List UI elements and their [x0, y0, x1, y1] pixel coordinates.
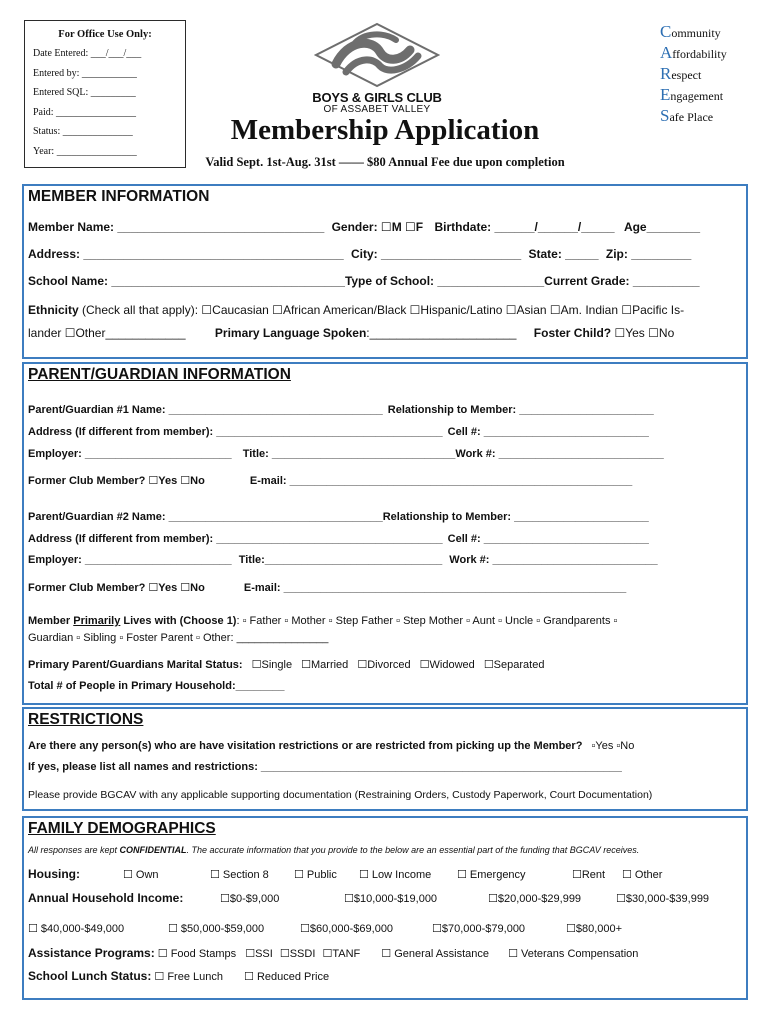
club-logo	[296, 22, 458, 114]
family-intro: All responses are kept CONFIDENTIAL. The accurate information that you provide to the below are an essential part of the funding that BGCAV receives.	[28, 845, 640, 855]
family-demographics-section	[22, 816, 748, 1000]
parent1-name-field[interactable]: Parent/Guardian #1 Name: ___________________________________	[28, 404, 383, 416]
housing-label: Housing:	[28, 867, 80, 881]
parent1-employer-field[interactable]: Employer: ________________________	[28, 448, 232, 460]
restrictions-section	[22, 707, 748, 811]
gender-field[interactable]: Gender: ☐M ☐F	[331, 220, 424, 234]
parent1-address-field[interactable]: Address (If different from member): _____________________________________	[28, 426, 443, 438]
assistance-food-stamps[interactable]: ☐ Food Stamps	[157, 948, 237, 960]
member-row-address	[28, 247, 691, 261]
parent1-row-employer	[28, 448, 664, 460]
member-row-ethnicity[interactable]: Ethnicity (Check all that apply): ☐Caucasian ☐African American/Black ☐Hispanic/Latino ☐Asian ☐Am. Indian ☐Pacific Is-	[28, 303, 685, 317]
parent1-former-member[interactable]: Former Club Member? ☐Yes ☐No	[28, 475, 205, 487]
parent2-cell-field[interactable]: Cell #: ___________________________	[447, 533, 649, 545]
family-title: FAMILY DEMOGRAPHICS	[28, 820, 216, 837]
assistance-row	[28, 946, 638, 960]
lunch-free[interactable]: ☐ Free Lunch	[154, 971, 223, 983]
parent1-cell-field[interactable]: Cell #: ___________________________	[447, 426, 649, 438]
school-lunch-label: School Lunch Status:	[28, 969, 152, 983]
club-logo-icon	[314, 22, 440, 88]
current-grade-field[interactable]: Current Grade: __________	[544, 274, 700, 288]
page-title: Membership Application	[230, 114, 540, 146]
birthdate-field[interactable]: Birthdate: ______/______/_____	[434, 220, 615, 234]
member-row-school	[28, 274, 700, 288]
office-entered-sql[interactable]: Entered SQL: _________	[33, 87, 136, 99]
member-row-language	[28, 326, 674, 340]
member-name-field[interactable]: Member Name: _______________________________	[28, 220, 325, 234]
lunch-reduced[interactable]: ☐ Reduced Price	[244, 971, 330, 983]
restrictions-title: RESTRICTIONS	[28, 711, 144, 728]
housing-own[interactable]: ☐ Own	[123, 869, 159, 881]
other-ethnicity-field[interactable]: lander ☐Other____________	[28, 326, 186, 340]
restrictions-note: Please provide BGCAV with any applicable supporting documentation (Restraining Orders, Custody Paperwork, Court Documentation)	[28, 789, 653, 801]
parent2-email-field[interactable]: E-mail: ________________________________________________________	[243, 582, 627, 594]
school-lunch-row	[28, 969, 329, 983]
housing-emergency[interactable]: ☐ Emergency	[457, 869, 526, 881]
office-year[interactable]: Year: ________________	[33, 145, 137, 157]
parent-guardian-section	[22, 362, 748, 705]
logo-name: BOYS & GIRLS CLUB	[312, 90, 442, 105]
parent2-row-name	[28, 511, 649, 523]
member-information-section	[22, 184, 748, 359]
parent1-row-name	[28, 404, 654, 416]
lives-with-row-2[interactable]: Guardian ▫ Sibling ▫ Foster Parent ▫ Other: _______________	[28, 632, 329, 644]
restrictions-list-field[interactable]: If yes, please list all names and restrictions: ___________________________________________________________	[28, 761, 622, 773]
income-70000-79000[interactable]: ☐$70,000-$79,000	[432, 923, 526, 935]
housing-low-income[interactable]: ☐ Low Income	[359, 869, 432, 881]
school-type-field[interactable]: Type of School: ________________	[344, 274, 545, 288]
office-status[interactable]: Status: ______________	[33, 126, 133, 138]
parent1-email-field[interactable]: E-mail: ________________________________________________________	[249, 475, 633, 487]
care-community: Community	[660, 22, 721, 41]
parent-section-title: PARENT/GUARDIAN INFORMATION	[28, 366, 291, 383]
care-safe-place: Safe Place	[660, 106, 714, 125]
parent2-row-employer	[28, 554, 658, 566]
assistance-ssi[interactable]: ☐SSI	[245, 948, 273, 960]
assistance-ssdi[interactable]: ☐SSDI	[279, 948, 316, 960]
parent2-relationship-field[interactable]: Relationship to Member: ______________________	[382, 511, 649, 523]
income-row-2	[28, 922, 622, 935]
office-use-title: For Office Use Only:	[58, 29, 152, 40]
care-engagement: Engagement	[660, 85, 724, 104]
parent1-row-email	[28, 474, 632, 487]
parent2-former-member[interactable]: Former Club Member? ☐Yes ☐No	[28, 582, 205, 594]
member-row-name	[28, 220, 700, 234]
office-use-box	[24, 20, 186, 168]
assistance-label: Assistance Programs:	[28, 946, 155, 960]
assistance-veterans[interactable]: ☐ Veterans Compensation	[508, 948, 639, 960]
income-30000-39999[interactable]: ☐$30,000-$39,999	[616, 893, 710, 905]
household-total-field[interactable]: Total # of People in Primary Household:________	[28, 680, 285, 692]
income-80000-plus[interactable]: ☐$80,000+	[566, 923, 623, 935]
housing-other[interactable]: ☐ Other	[622, 869, 663, 881]
parent1-title-field[interactable]: Title: ______________________________	[242, 448, 456, 460]
school-name-field[interactable]: School Name: ___________________________________	[28, 274, 345, 288]
restrictions-question-row	[28, 740, 634, 752]
page-subtitle: Valid Sept. 1st-Aug. 31st —— $80 Annual Fee due upon completion	[205, 155, 565, 169]
office-paid[interactable]: Paid: ________________	[33, 106, 137, 118]
housing-section8[interactable]: ☐ Section 8	[210, 869, 269, 881]
parent2-employer-field[interactable]: Employer: ________________________	[28, 554, 232, 566]
member-section-title: MEMBER INFORMATION	[28, 188, 210, 205]
income-40000-49000[interactable]: ☐ $40,000-$49,000	[28, 923, 125, 935]
care-respect: Respect	[660, 64, 702, 83]
state-field[interactable]: State: _____	[528, 247, 599, 261]
parent2-name-field[interactable]: Parent/Guardian #2 Name: ___________________________________	[28, 511, 383, 523]
zip-field[interactable]: Zip: _________	[605, 247, 692, 261]
income-0-9000[interactable]: ☐$0-$9,000	[220, 893, 280, 905]
income-20000-29999[interactable]: ☐$20,000-$29,999	[488, 893, 582, 905]
office-entered-by[interactable]: Entered by: ___________	[33, 67, 137, 79]
parent2-work-field[interactable]: Work #: ___________________________	[449, 554, 658, 566]
parent1-relationship-field[interactable]: Relationship to Member: ______________________	[387, 404, 654, 416]
address-field[interactable]: Address: _______________________________________	[28, 247, 344, 261]
parent2-row-address	[28, 533, 649, 545]
lives-with-row[interactable]: Member Primarily Lives with (Choose 1): ▫ Father ▫ Mother ▫ Step Father ▫ Step Mother ▫ Aunt ▫ Uncle ▫ Grandparents ▫	[28, 615, 618, 627]
marital-status-row	[28, 658, 544, 671]
care-values	[660, 22, 727, 127]
assistance-tanf[interactable]: ☐TANF	[322, 948, 361, 960]
income-10000-19000[interactable]: ☐$10,000-$19,000	[344, 893, 438, 905]
assistance-general[interactable]: ☐ General Assistance	[381, 948, 489, 960]
parent1-row-address	[28, 426, 649, 438]
restrictions-question: Are there any person(s) who are have visitation restrictions or are restricted from picking up the Member?	[28, 740, 583, 752]
housing-public[interactable]: ☐ Public	[294, 869, 337, 881]
marital-status-label: Primary Parent/Guardians Marital Status:	[28, 659, 243, 671]
housing-rent[interactable]: ☐Rent	[572, 869, 606, 881]
city-field[interactable]: City: _____________________	[350, 247, 522, 261]
care-affordability: Affordability	[660, 43, 727, 62]
primary-language-field[interactable]: Primary Language Spoken:______________________	[214, 326, 517, 340]
foster-child-field[interactable]: Foster Child? ☐Yes ☐No	[533, 326, 675, 340]
parent1-work-field[interactable]: Work #: ___________________________	[455, 448, 664, 460]
logo-subtitle: OF ASSABET VALLEY	[323, 104, 431, 115]
restrictions-yes-no[interactable]: ▫Yes ▫No	[591, 740, 635, 752]
parent2-title-field[interactable]: Title:_____________________________	[238, 554, 443, 566]
income-60000-69000[interactable]: ☐$60,000-$69,000	[300, 923, 394, 935]
income-50000-59000[interactable]: ☐ $50,000-$59,000	[168, 923, 265, 935]
marital-status-options[interactable]: ☐Single ☐Married ☐Divorced ☐Widowed ☐Separated	[251, 659, 545, 671]
housing-row	[28, 867, 662, 881]
age-field[interactable]: Age________	[623, 220, 700, 234]
income-row-1	[28, 891, 709, 905]
parent2-address-field[interactable]: Address (If different from member): _____________________________________	[28, 533, 443, 545]
income-label: Annual Household Income:	[28, 891, 184, 905]
office-date-entered[interactable]: Date Entered: ___/___/___	[33, 48, 142, 59]
parent2-row-email	[28, 581, 626, 594]
